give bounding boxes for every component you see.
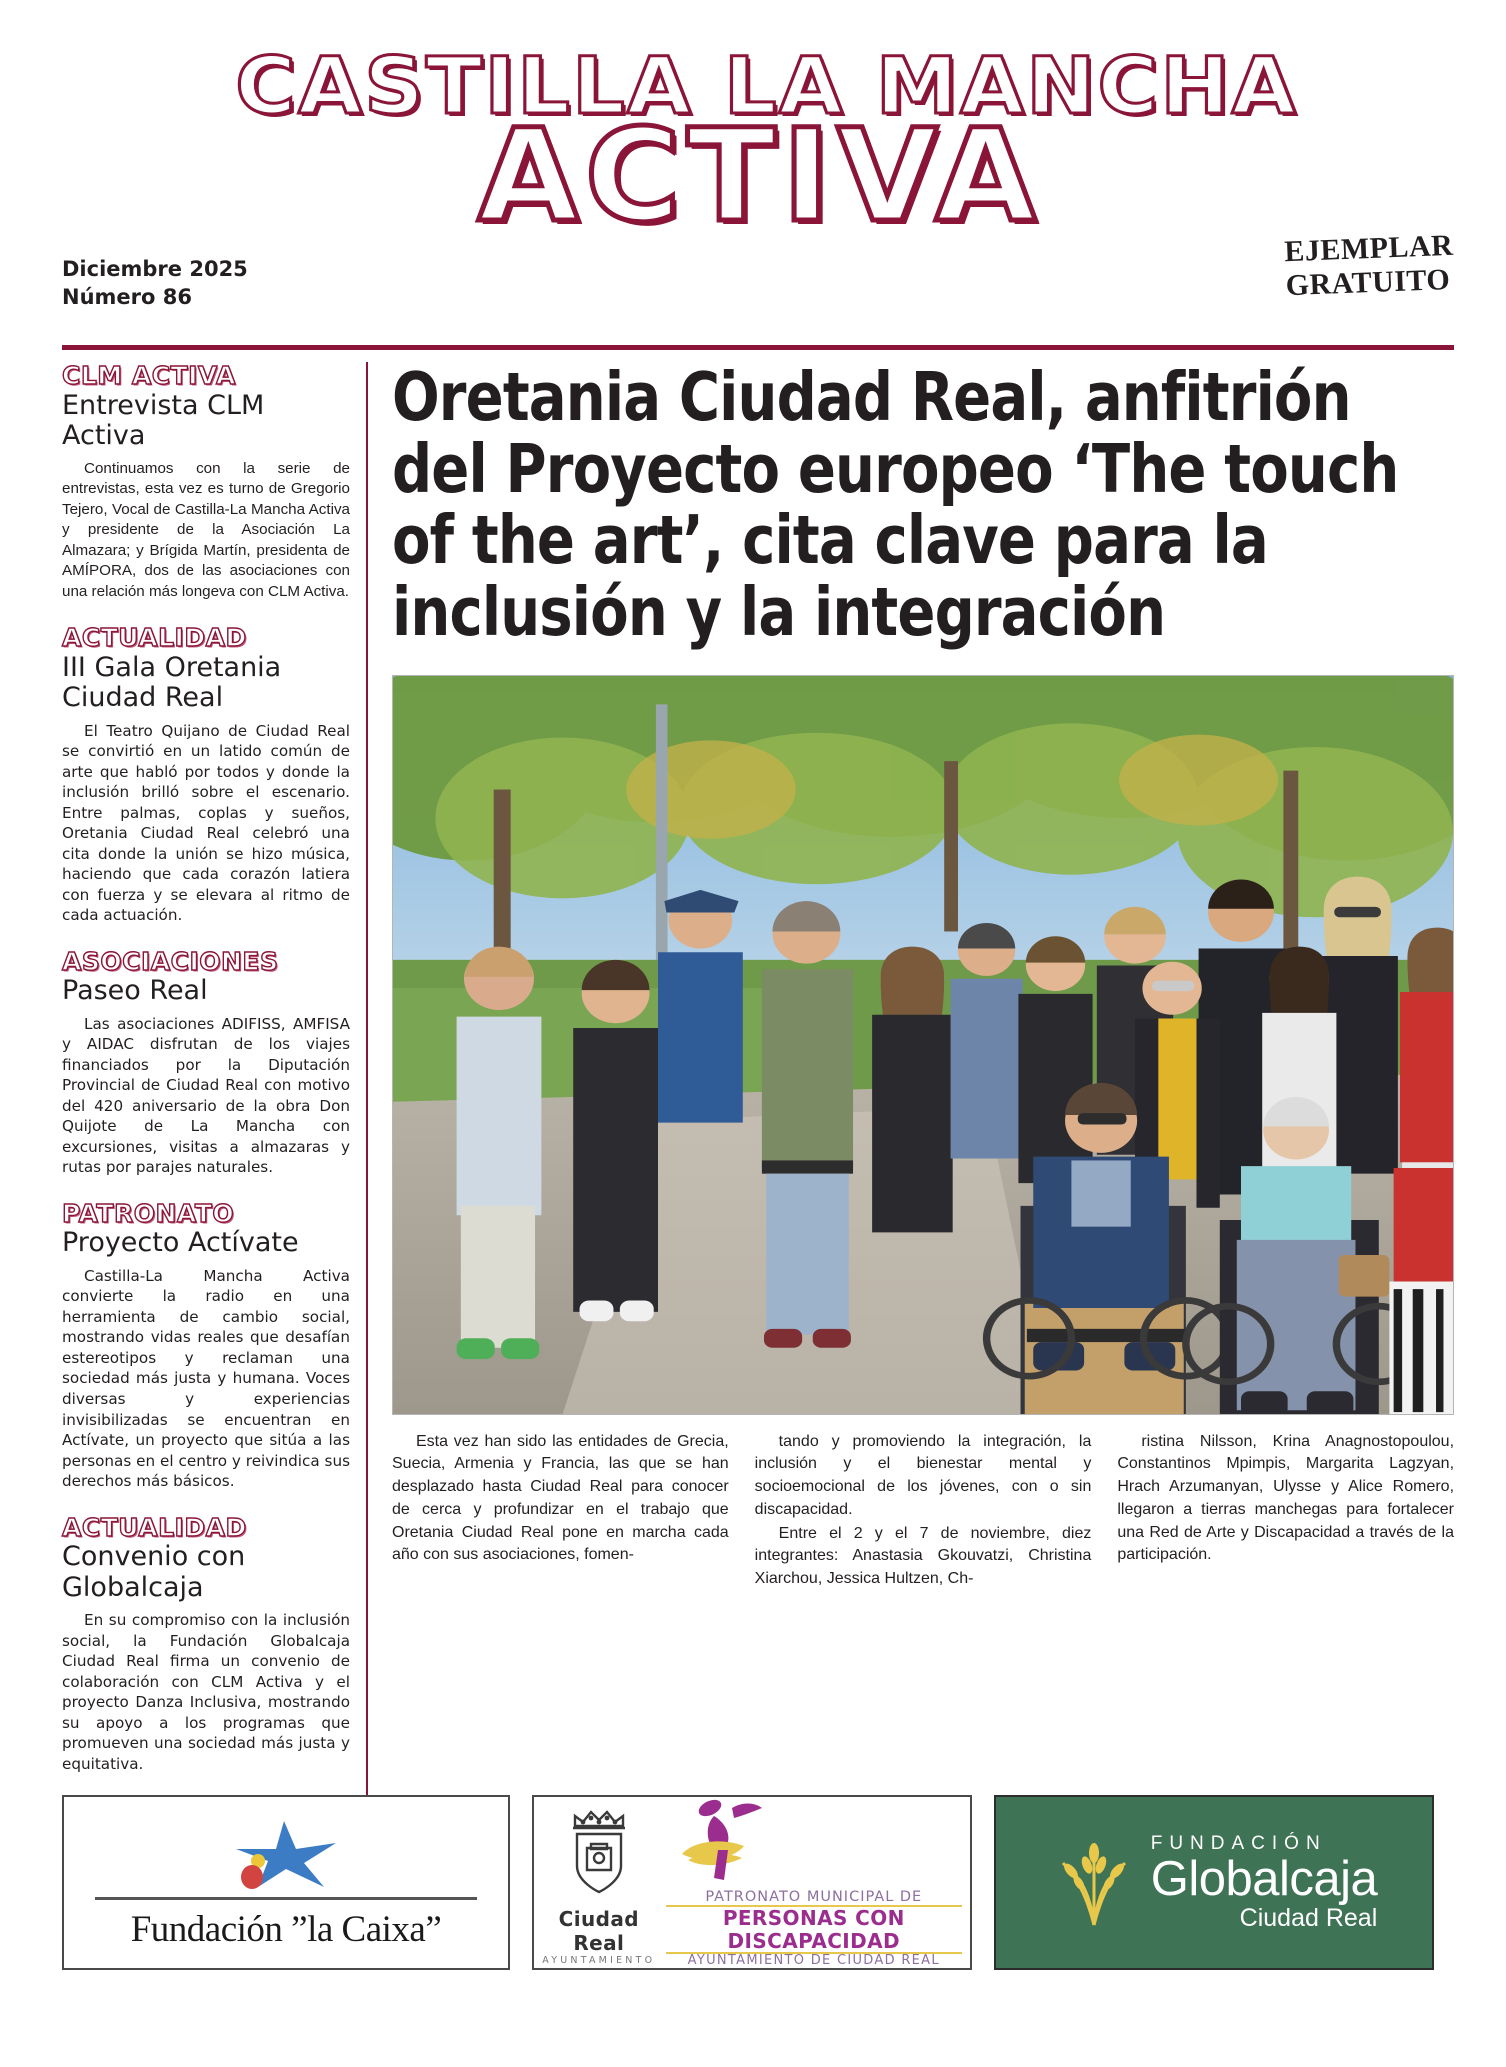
sidebar-block-convenio-globalcaja[interactable]: [62, 1514, 350, 1775]
article-paragraph: tando y promoviendo la integración, la inclusión y el bienestar mental y socioemocional de los jóvenes, con o sin discapacidad.: [754, 1432, 1092, 1518]
sidebar-body: Castilla-La Mancha Activa convierte la radio en una herramienta de cambio social, mostrando vidas reales que desafían estereotipos y reclaman una sociedad más justa y humana. Voces diversas y experiencias invisibilizadas se encuentran en Actívate, un proyecto que sitúa a las personas en el centro y reivindica sus derechos más básicos.: [62, 1266, 350, 1491]
sidebar-block-clm-activa[interactable]: [62, 362, 350, 602]
logo-line-castilla-la-mancha: CASTILLA LA MANCHA: [235, 42, 1298, 132]
sidebar: [62, 362, 368, 1796]
masthead: [0, 0, 1506, 330]
sidebar-body: Continuamos con la serie de entrevistas, esta vez es turno de Gregorio Tejero, Vocal de Castilla-La Mancha Activa y presidente de la Asociación La Almazara; y Brígida Martín, presidenta de AMÍPORA, dos de las asociaciones con una relación más longeva con CLM Activa.: [62, 459, 350, 600]
patronato-line-3: AYUNTAMIENTO DE CIUDAD REAL: [687, 1953, 940, 1969]
free-copy-line-1: EJEMPLAR: [1283, 228, 1454, 269]
article-paragraph: ristina Nilsson, Krina Anagnostopoulou, Constantinos Mpimpis, Margarita Lagzyan, Hrach Arzumanyan, Ulysse y Alice Romero, llegaron a tierras manchegas para fortalecer una Red de Arte y Discapacidad a través de la participación.: [1117, 1432, 1455, 1564]
article-paragraph: Esta vez han sido las entidades de Grecia, Suecia, Armenia y Francia, las que se han desplazado hasta Ciudad Real para conocer de cerca y profundizar en el trabajo que Oretania Ciudad Real pone en marcha cada año con sus asociaciones, fomen-: [392, 1432, 729, 1564]
article-column-1: [392, 1431, 729, 1591]
article-paragraph: Entre el 2 y el 7 de noviembre, diez integrantes: Anastasia Gkouvatzi, Christina Xiarchou, Jessica Hultzen, Ch-: [754, 1524, 1092, 1588]
lead-photo-illustration: [393, 676, 1453, 1414]
sidebar-kicker: CLM ACTIVA: [62, 361, 236, 390]
sidebar-body: Las asociaciones ADIFISS, AMFISA y AIDAC disfrutan de los viajes financiados por la Diputación Provincial de Ciudad Real con motivo del 420 aniversario de la obra Don Quijote de La Mancha con excursiones, visitas a almazaras y rutas por parajes naturales.: [62, 1014, 350, 1177]
free-copy-notice: [1284, 229, 1455, 303]
la-caixa-star-icon: [206, 1815, 366, 1895]
sidebar-kicker: PATRONATO: [62, 1198, 235, 1228]
logo-line-activa: ACTIVA: [477, 101, 1043, 251]
issue-number: Número 86: [62, 285, 192, 310]
issue-date: Diciembre 2025: [62, 257, 248, 281]
crown-shield-icon: [557, 1800, 641, 1900]
ayuntamiento-label: AYUNTAMIENTO: [542, 1954, 656, 1966]
ciudad-real-coat-of-arms: [542, 1800, 656, 1966]
patronato-emblem: [666, 1796, 962, 1969]
free-copy-line-2: GRATUITO: [1285, 262, 1451, 302]
article-columns: [392, 1431, 1454, 1591]
masthead-divider: [62, 345, 1454, 350]
page-body: [62, 358, 1455, 1796]
main-article: [368, 358, 1455, 1591]
wheat-icon: [1051, 1835, 1137, 1931]
lead-photo: [392, 675, 1454, 1415]
sidebar-block-paseo-real[interactable]: [62, 948, 350, 1178]
sidebar-body: El Teatro Quijano de Ciudad Real se convirtió en un latido común de arte que habló por todos y donde la inclusión brilló sobre el escenario. Entre palmas, coplas y sueños, Oretania Ciudad Real celebró una cita donde la unión se hizo música, haciendo que cada corazón latiera con fuerza y se elevara al ritmo de cada actuación.: [62, 721, 350, 925]
sidebar-kicker: ACTUALIDAD: [62, 623, 247, 653]
dancer-icon: [666, 1796, 776, 1884]
ciudad-real-label: Ciudad Real: [558, 1906, 639, 1955]
patronato-line-1: PATRONATO MUNICIPAL DE: [666, 1889, 962, 1907]
logo-ciudad-real-patronato[interactable]: [532, 1795, 972, 1970]
article-column-2: [755, 1431, 1092, 1591]
globalcaja-fundacion-label: FUNDACIÓN: [1150, 1833, 1327, 1854]
publication-logo: [235, 42, 1298, 251]
logo-fundacion-globalcaja[interactable]: [994, 1795, 1434, 1970]
article-column-3: [1117, 1431, 1454, 1591]
la-caixa-wordmark: Fundación ”la Caixa”: [130, 1908, 442, 1950]
sidebar-title: Convenio con Globalcaja: [62, 1541, 246, 1603]
la-caixa-rule: [95, 1897, 477, 1900]
page-title: Oretania Ciudad Real, anfitrión del Proyecto europeo ‘The touch of the art’, cita clave para la inclusión y la integración: [392, 358, 1399, 652]
sidebar-title: III Gala Oretania Ciudad Real: [62, 651, 282, 714]
sidebar-block-proyecto-activate[interactable]: [62, 1200, 350, 1492]
sidebar-body: En su compromiso con la inclusión social, la Fundación Globalcaja Ciudad Real firma un convenio de colaboración con CLM Activa y el proyecto Danza Inclusiva, mostrando su apoyo a los programas que promueven una sociedad más justa y equitativa.: [62, 1611, 350, 1773]
sidebar-title: Proyecto Actívate: [62, 1227, 299, 1259]
sponsor-logos: [62, 1795, 1454, 1970]
sidebar-title: Paseo Real: [62, 975, 208, 1007]
sidebar-kicker: ACTUALIDAD: [62, 1512, 247, 1542]
logo-fundacion-la-caixa[interactable]: [62, 1795, 510, 1970]
issue-info: [62, 255, 248, 312]
sidebar-block-gala-oretania[interactable]: [62, 624, 350, 926]
sidebar-kicker: ASOCIACIONES: [62, 946, 279, 976]
patronato-line-2: PERSONAS CON DISCAPACIDAD: [666, 1907, 962, 1954]
globalcaja-subtitle: Ciudad Real: [1239, 1904, 1378, 1932]
sidebar-title: Entrevista CLM Activa: [62, 389, 265, 451]
globalcaja-wordmark: Globalcaja: [1150, 1852, 1378, 1906]
